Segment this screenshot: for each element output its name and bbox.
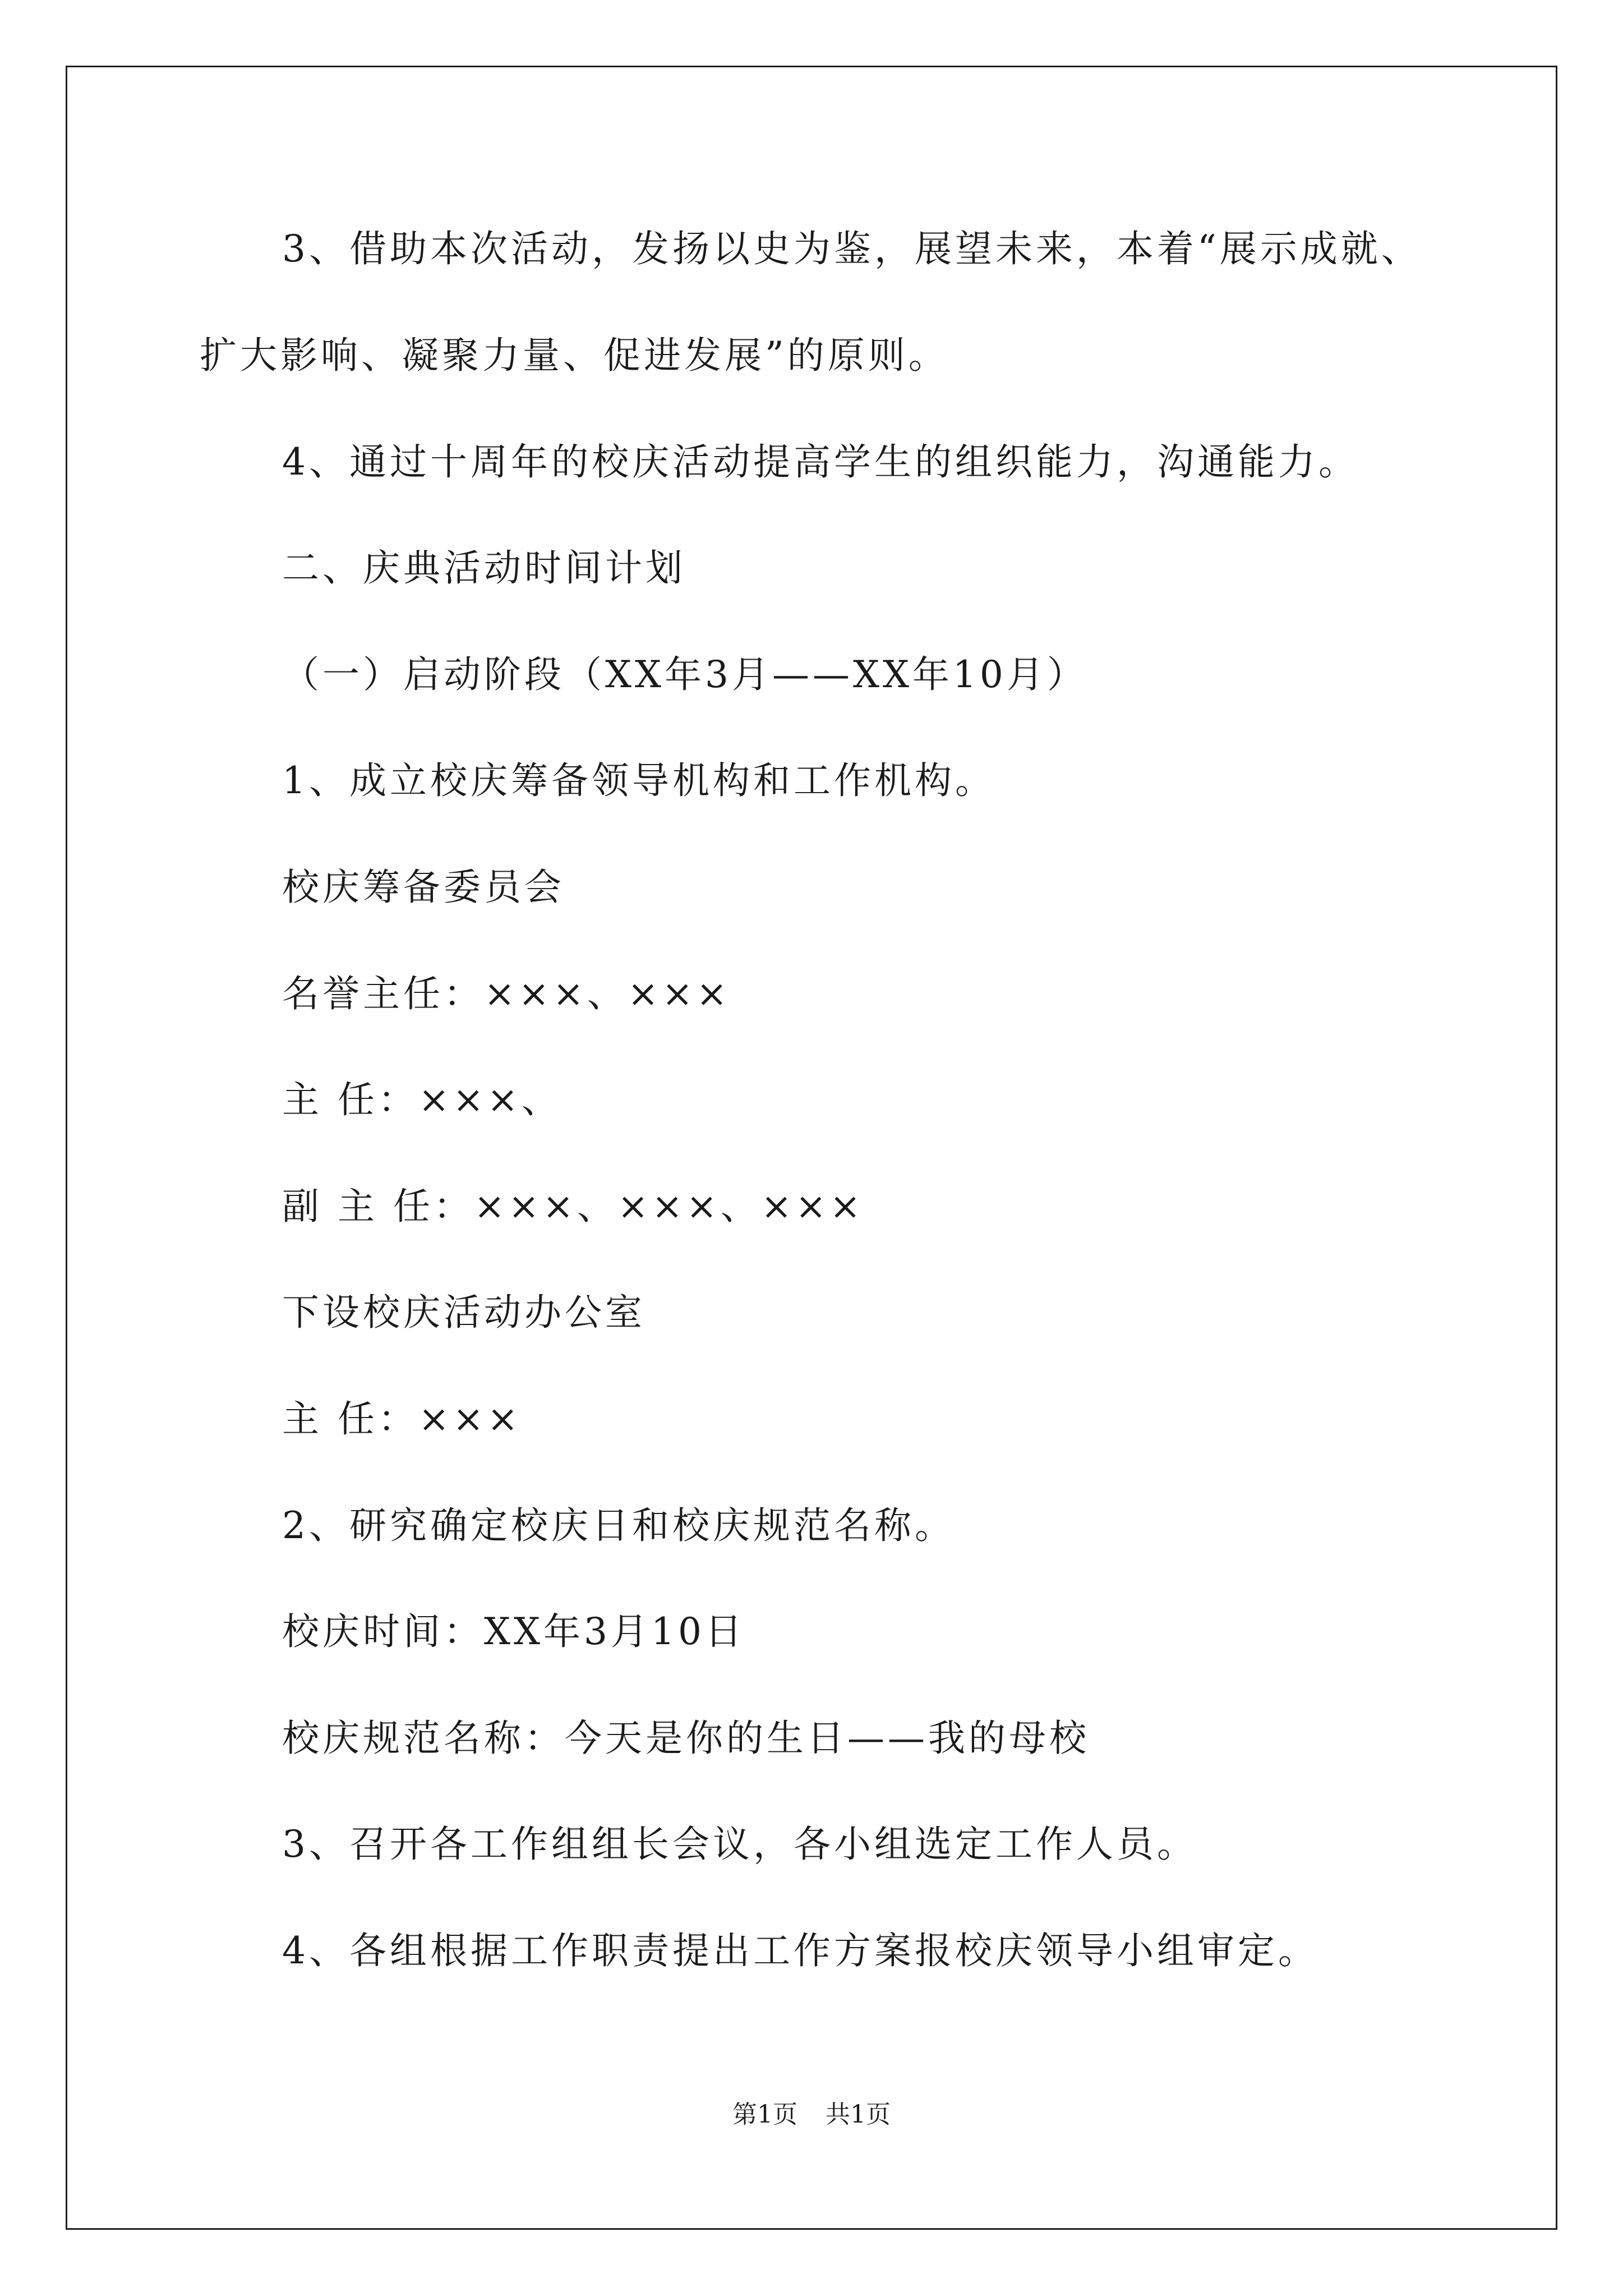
section-heading: 二、庆典活动时间计划 xyxy=(282,546,686,590)
paragraph-line: 主 任：××× xyxy=(282,1397,522,1441)
paragraph-line: 3、借助本次活动，发扬以史为鉴，展望未来，本着“展示成就、 xyxy=(282,227,1422,270)
paragraph-line: 主 任：×××、 xyxy=(282,1078,562,1121)
paragraph-line: 下设校庆活动办公室 xyxy=(282,1291,645,1334)
paragraph-line: 4、通过十周年的校庆活动提高学生的组织能力，沟通能力。 xyxy=(282,440,1359,484)
page-number-current: 第1页 xyxy=(732,2100,797,2129)
paragraph-line: 4、各组根据工作职责提出工作方案报校庆领导小组审定。 xyxy=(282,1929,1318,1972)
page-number-total: 共1页 xyxy=(826,2100,891,2129)
paragraph-line: 2、研究确定校庆日和校庆规范名称。 xyxy=(282,1504,955,1547)
paragraph-line: 副 主 任：×××、×××、××× xyxy=(282,1185,864,1228)
paragraph-line: 校庆筹备委员会 xyxy=(282,866,565,909)
paragraph-line: 校庆时间：XX年3月10日 xyxy=(282,1610,745,1653)
paragraph-line: 校庆规范名称：今天是你的生日——我的母校 xyxy=(282,1717,1090,1760)
paragraph-line: 1、成立校庆筹备领导机构和工作机构。 xyxy=(282,759,995,802)
document-body xyxy=(67,67,1556,2228)
paragraph-line: 3、召开各工作组组长会议，各小组选定工作人员。 xyxy=(282,1823,1197,1866)
paragraph-line: 名誉主任：×××、××× xyxy=(282,972,731,1015)
subsection-heading: （一）启动阶段（XX年3月——XX年10月） xyxy=(282,653,1087,696)
paragraph-line: 扩大影响、凝聚力量、促进发展”的原则。 xyxy=(200,334,949,377)
page-footer xyxy=(67,2099,1556,2131)
page-frame xyxy=(66,66,1557,2230)
